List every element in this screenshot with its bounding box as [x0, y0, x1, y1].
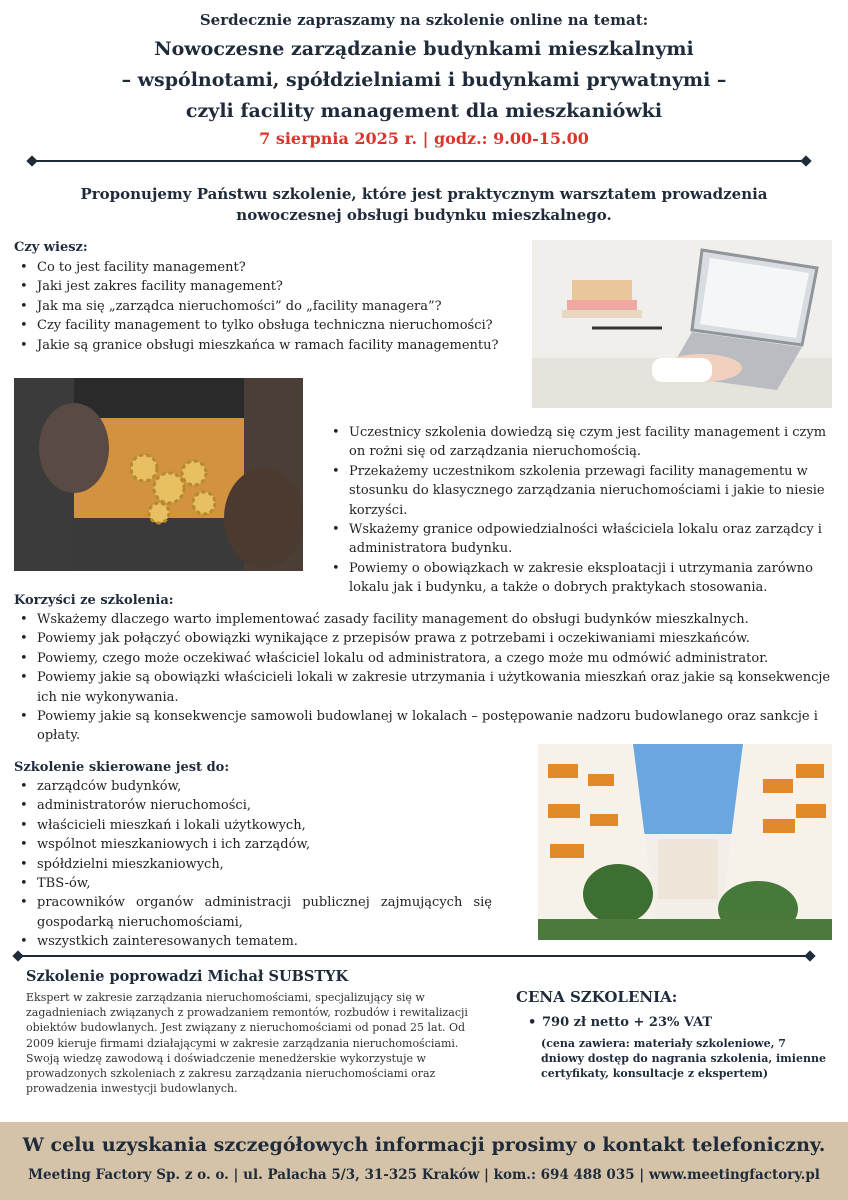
trainer-bio: Ekspert w zakresie zarządzania nieruchomościami, specjalizujący się w zagadnieniach związanych z prowadzaniem remontów, rozbudów i rewitalizacji obiektów budowlanych. Jest związany z nieruchomościami od ponad 25 lat. Od 2009 kieruje firmami działającymi w zakresie zarządzania nieruchomościami. Swoją wiedzę zawodową i doświadczenie menedżerskie wykorzystuje w prowadzonych szkoleniach z zakresu zarządzania nieruchomościami oraz prowadzenia inwestycji budowlanych. [26, 991, 468, 1096]
title-line-2: – wspólnotami, spółdzielniami i budynkami prywatnymi – [121, 69, 727, 91]
list-item: • Powiemy o obowiązkach w zakresie eksploatacji i utrzymania zarówno lokalu jak i budynku, a także o dobrych praktykach stosowania. [326, 559, 832, 598]
intro-text: Serdecznie zapraszamy na szkolenie online na temat: [199, 11, 649, 29]
list-item: • Powiemy, czego może oczekiwać właściciel lokalu od administratora, a czego może mu odmówić administrator. [14, 649, 834, 668]
benefits-heading: Korzyści ze szkolenia: [14, 593, 174, 608]
list-item: • Przekażemy uczestnikom szkolenia przewagi facility managementu w stosunku do klasycznego zarządzania nieruchomościami i jakie to niesie korzyści. [326, 462, 832, 520]
event-datetime: 7 sierpnia 2025 r. | godz.: 9.00-15.00 [259, 129, 589, 148]
lead-text [0, 184, 848, 226]
list-item: • właścicieli mieszkań i lokali użytkowych, [14, 816, 492, 835]
footer-title: W celu uzyskania szczegółowych informacji prosimy o kontakt telefoniczny. [22, 1134, 826, 1156]
list-item: • Powiemy jak połączyć obowiązki wynikające z przepisów prawa z potrzebami i oczekiwaniami mieszkańców. [14, 629, 834, 648]
learning-points-list [326, 423, 832, 598]
price-amount-text: 790 zł netto + 23% VAT [542, 1015, 713, 1030]
title-line-3: czyli facility management dla mieszkaniówki [185, 100, 663, 122]
price-amount [528, 1015, 712, 1030]
list-item: • wspólnot mieszkaniowych i ich zarządów, [14, 835, 492, 854]
lead-line-1: Proponujemy Państwu szkolenie, które jest praktycznym warsztatem prowadzenia [80, 185, 768, 203]
list-item: • administratorów nieruchomości, [14, 796, 492, 815]
price-note: (cena zawiera: materiały szkoleniowe, 7 dniowy dostęp do nagrania szkolenia, imienne certyfikaty, konsultacje z ekspertem) [541, 1037, 826, 1080]
benefits-list [14, 610, 834, 746]
laptop-photo [532, 240, 832, 408]
list-item: • zarządców budynków, [14, 777, 492, 796]
list-item: • Uczestnicy szkolenia dowiedzą się czym jest facility management i czym on rożni się od zarządzania nieruchomością. [326, 423, 832, 462]
header [0, 10, 848, 149]
footer [0, 1122, 848, 1200]
list-item: • wszystkich zainteresowanych tematem. [14, 932, 492, 951]
audience-heading: Szkolenie skierowane jest do: [14, 760, 230, 775]
middle-divider [18, 955, 810, 957]
list-item: • Powiemy jakie są konsekwencje samowoli budowlanej w lokalach – postępowanie nadzoru budowlanego oraz sankcje i opłaty. [14, 707, 834, 746]
title-line-1: Nowoczesne zarządzanie budynkami mieszkalnymi [154, 38, 694, 60]
audience-list [14, 777, 492, 952]
list-item: • Wskażemy granice odpowiedzialności właściciela lokalu oraz zarządcy i administratora budynku. [326, 520, 832, 559]
price-heading: CENA SZKOLENIA: [516, 988, 678, 1006]
list-item: • TBS-ów, [14, 874, 492, 893]
list-item: • Wskażemy dlaczego warto implementować zasady facility management do obsługi budynków mieszkalnych. [14, 610, 834, 629]
list-item: • Powiemy jakie są obowiązki właścicieli lokali w zakresie utrzymania i użytkowania mieszkań oraz jakie są konsekwencje ich nie wykonywania. [14, 668, 834, 707]
footer-contact: Meeting Factory Sp. z o. o. | ul. Palacha 5/3, 31-325 Kraków | kom.: 694 488 035 | www.meetingfactory.pl [28, 1167, 820, 1183]
list-item: • Jaki jest zakres facility management? [14, 277, 524, 296]
list-item: • spółdzielni mieszkaniowych, [14, 855, 492, 874]
did-you-know-heading: Czy wiesz: [14, 240, 88, 255]
list-item: • pracowników organów administracji publicznej zajmujących się gospodarką nieruchomościami, [14, 893, 492, 932]
did-you-know-list [14, 258, 524, 355]
apartment-buildings-photo [538, 744, 832, 940]
list-item: • Co to jest facility management? [14, 258, 524, 277]
top-divider [32, 160, 806, 162]
gears-teamwork-photo [14, 378, 303, 571]
list-item: • Jak ma się „zarządca nieruchomości” do „facility managera”? [14, 297, 524, 316]
trainer-name: Szkolenie poprowadzi Michał SUBSTYK [26, 968, 349, 985]
lead-line-2: nowoczesnej obsługi budynku mieszkalnego. [236, 206, 612, 224]
list-item: • Jakie są granice obsługi mieszkańca w ramach facility managementu? [14, 336, 524, 355]
list-item: • Czy facility management to tylko obsługa techniczna nieruchomości? [14, 316, 524, 335]
